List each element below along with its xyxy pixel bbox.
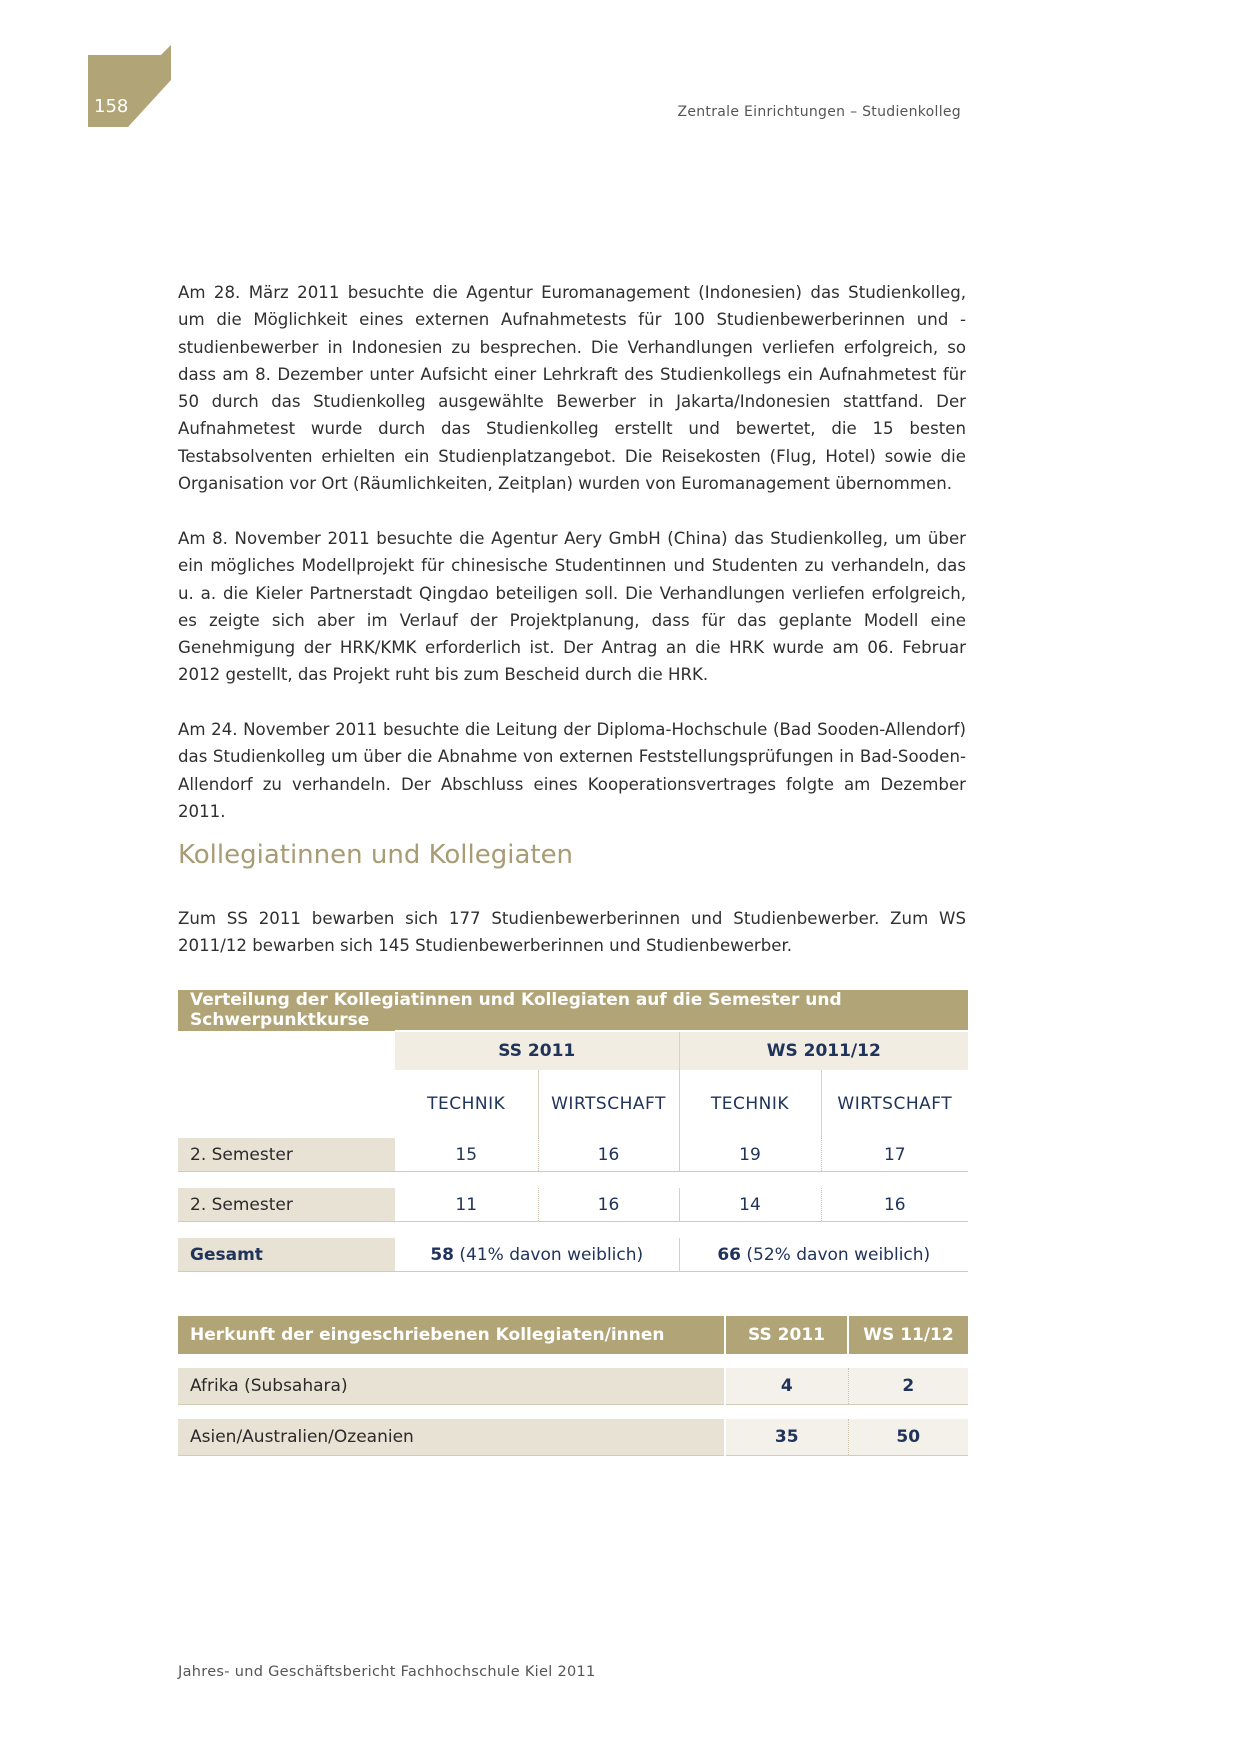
total-ss-note: (41% davon weiblich) (454, 1244, 644, 1265)
table-cell: 15 (395, 1138, 538, 1172)
footer: Jahres- und Geschäftsbericht Fachhochschule Kiel 2011 (178, 1664, 596, 1680)
origin-table-title: Herkunft der eingeschriebenen Kollegiaten/innen (178, 1316, 725, 1354)
subheader-wirtschaft-ws: WIRTSCHAFT (837, 1094, 953, 1114)
origin-header-ws: WS 11/12 (848, 1316, 968, 1354)
paragraph-aery: Am 8. November 2011 besuchte die Agentur Aery GmbH (China) das Studienkolleg, um über ein mögliches Modellprojekt für chinesische Studentinnen und Studenten zu verhandeln, das u. a. die Kieler Partnerstadt Qingdao beteiligen soll. Die Verhandlungen verliefen erfolgreich, es zeigte sich aber im Verlauf der Projektplanung, dass für das geplante Modell eine Genehmigung der HRK/KMK erforderlich ist. Der Antrag an die HRK wurde am 06. Februar 2012 gestellt, das Projekt ruht bis zum Bescheid durch die HRK. (178, 529, 966, 685)
empty-cell (178, 1070, 395, 1138)
subheader-wirtschaft-ss: WIRTSCHAFT (538, 1070, 679, 1138)
subheader-technik-ss: TECHNIK (395, 1070, 538, 1138)
origin-table (178, 1316, 968, 1456)
table-cell: 4 (725, 1368, 848, 1405)
table-cell: 11 (395, 1188, 538, 1222)
row-label: 2. Semester (178, 1188, 395, 1222)
table-cell: 14 (679, 1188, 821, 1222)
subheader-technik-ws: TECHNIK (679, 1070, 821, 1138)
table-cell: 35 (725, 1419, 848, 1456)
table-row (178, 1368, 968, 1405)
paragraph-applicants: Zum SS 2011 bewarben sich 177 Studienbewerberinnen und Studienbewerber. Zum WS 2011/12 bewarben sich 145 Studienbewerberinnen und Studienbewerber. (178, 909, 966, 956)
total-label: Gesamt (178, 1238, 395, 1272)
total-row (178, 1238, 968, 1272)
group-header-ws2011: WS 2011/12 (679, 1031, 968, 1070)
running-header: Zentrale Einrichtungen – Studienkolleg (677, 104, 961, 120)
page-number: 158 (94, 96, 129, 117)
table-cell: 17 (821, 1138, 968, 1172)
section-heading: Kollegiatinnen und Kollegiaten (178, 840, 574, 870)
table-row (178, 1419, 968, 1456)
table-cell: 50 (848, 1419, 968, 1456)
total-ss (395, 1238, 679, 1272)
table-cell: 19 (679, 1138, 821, 1172)
table-cell: 16 (538, 1138, 679, 1172)
page-number-tab (0, 0, 200, 140)
region-label: Afrika (Subsahara) (178, 1368, 725, 1405)
group-header-ss2011: SS 2011 (395, 1031, 679, 1070)
distribution-table-title: Verteilung der Kollegiatinnen und Kollegiaten auf die Semester und Schwerpunktkurse (178, 990, 968, 1031)
total-ws-note: (52% davon weiblich) (741, 1244, 931, 1265)
empty-corner (178, 1031, 395, 1070)
table-row (178, 1138, 968, 1172)
paragraph-diploma-hochschule: Am 24. November 2011 besuchte die Leitung der Diploma-Hochschule (Bad Sooden-Allendorf) das Studienkolleg um über die Abnahme von externen Feststellungsprüfungen in Bad-Sooden-Allendorf zu verhandeln. Der Abschluss eines Kooperationsvertrages folgte am Dezember 2011. (178, 720, 966, 821)
origin-header-ss: SS 2011 (725, 1316, 848, 1354)
table-cell: 16 (821, 1188, 968, 1222)
total-ws-value: 66 (717, 1244, 742, 1265)
paragraph-euromanagement: Am 28. März 2011 besuchte die Agentur Euromanagement (Indonesien) das Studienkolleg, um die Möglichkeit eines externen Aufnahmetests für 100 Studienbewerberinnen und -studienbewerber in Indonesien zu besprechen. Die Verhandlungen verliefen erfolgreich, so dass am 8. Dezember unter Aufsicht einer Lehrkraft des Studienkollegs ein Aufnahmetest für 50 durch das Studienkolleg ausgewählte Bewerber in Jakarta/Indonesien stattfand. Der Aufnahmetest wurde durch das Studienkolleg erstellt und bewertet, die 15 besten Testabsolventen erhielten ein Studienplatzangebot. Die Reisekosten (Flug, Hotel) sowie die Organisation vor Ort (Räumlichkeiten, Zeitplan) wurden von Euromanagement übernommen. (178, 283, 966, 494)
table-row (178, 1188, 968, 1222)
region-label: Asien/Australien/Ozeanien (178, 1419, 725, 1456)
table-cell: 2 (848, 1368, 968, 1405)
total-ws (679, 1238, 968, 1272)
table-cell: 16 (538, 1188, 679, 1222)
row-label: 2. Semester (178, 1138, 395, 1172)
total-ss-value: 58 (430, 1244, 454, 1265)
distribution-table (178, 990, 968, 1272)
